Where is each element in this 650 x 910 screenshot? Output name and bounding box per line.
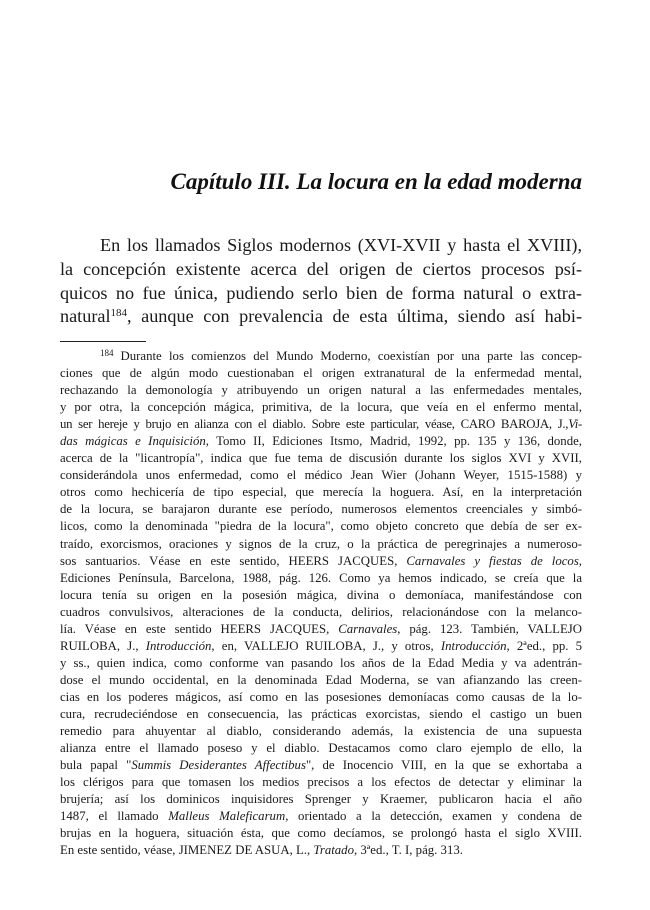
footnote-line: En este sentido, véase, JIMENEZ DE ASUA, L., Tratado, 3ªed., T. I, pág. 313. <box>60 843 463 858</box>
footnote-line: rechazando la demonología y atribuyendo un origen natural a las enfermedades mentales, <box>60 383 582 398</box>
footnote-line: locura tenía su origen en la posesión mágica, divina o demoníaca, manifestándose con <box>60 587 582 602</box>
footnote-line: considerándola unos enfermedad, como el médico Jean Wier (Johann Weyer, 1515-1588) y <box>60 468 582 483</box>
footnote-line: cura, recrudeciéndose en consecuencia, las prácticas exorcistas, siendo el castigo un buen <box>60 706 582 721</box>
footnote-line: de la locura, se barajaron durante ese período, numerosos elementos creenciales y simbó- <box>60 502 582 517</box>
footnote-line: brujas en la hoguera, situación ésta, que como decíamos, se prolongó hasta el siglo XVIII. <box>60 826 582 841</box>
footnote-line: y por otra, la concepción mágica, primitiva, de la locura, que veía en el enfermo mental, <box>60 400 582 415</box>
chapter-title: Capítulo III. La locura en la edad moderna <box>170 169 582 194</box>
footnote-184 <box>60 348 582 859</box>
footnote-line: brujería; así los dominicos inquisidores Sprenger y Kraemer, publicaron hacia el año <box>60 792 582 807</box>
footnote-line: acerca de la "licantropía", indica que fue tema de discusión durante los siglos XVI y XVII, <box>60 451 582 466</box>
body-line: natural$^{184}$, aunque con prevalencia de esta última, siendo así habi- <box>60 306 582 327</box>
footnote-line: 184 Durante los comienzos del Mundo Moderno, coexistían por una parte las concep- <box>100 348 582 363</box>
footnote-line: alianza entre el llamado poseso y el diablo. Destacamos como claro ejemplo de ello, la <box>60 741 582 756</box>
footnote-line: dose el mundo occidental, en la denominada Edad Moderna, se van afianzando las creen- <box>60 672 582 687</box>
footnote-separator <box>60 341 146 342</box>
footnote-line: otros como hechicería de tipo especial, que merecía la hoguera. Así, en la interpretación <box>60 485 582 500</box>
footnote-line: un ser hereje y brujo en alianza con el diablo. Sobre este particular, véase, CARO BAROJA, J.,Vi- <box>60 417 582 432</box>
body-line: la concepción existente acerca del origen de ciertos procesos psí- <box>60 258 582 279</box>
body-line: quicos no fue única, pudiendo serlo bien de forma natural o extra- <box>60 282 582 303</box>
footnote-line: y ss., quien indica, como conforme van pasando los años de la Edad Media y va adentrán- <box>60 655 582 670</box>
footnote-line: RUILOBA, J., Introducción, en, VALLEJO RUILOBA, J., y otros, Introducción, 2ªed., pp. 5 <box>60 638 582 653</box>
footnote-line: sos santuarios. Véase en este sentido, HEERS JACQUES, Carnavales y fiestas de locos, <box>60 553 583 568</box>
footnote-line: bula papal "Summis Desiderantes Affectibus", de Inocencio VIII, en la que se exhortaba a <box>60 758 582 773</box>
footnote-line: remedio para ahuyentar al diablo, considerando además, la existencia de una supuesta <box>60 724 582 739</box>
body-line: En los llamados Siglos modernos (XVI-XVII y hasta el XVIII), <box>100 235 582 255</box>
footnote-line: ciones que de algún modo cuestionaban el origen extranatural de la enfermedad mental, <box>60 366 582 381</box>
footnote-line: cias en los poderes mágicos, así como en las posesiones demoníacas como causas de la lo- <box>60 689 582 704</box>
footnote-line: Ediciones Península, Barcelona, 1988, pág. 126. Como ya hemos indicado, se creía que la <box>60 570 582 585</box>
footnote-line: los clérigos para que tomasen los medios precisos a los efectos de detectar y eliminar la <box>60 775 582 790</box>
footnote-line: cuadros convulsivos, alteraciones de la conducta, delirios, relacionándose con la melanco- <box>60 604 582 619</box>
footnote-line: licos, como la denominada "piedra de la locura", como objeto concreto que debía de ser ex- <box>60 519 582 534</box>
footnote-line: 1487, el llamado Malleus Maleficarum, orientado a la detección, examen y condena de <box>60 809 582 824</box>
footnote-line: das mágicas e Inquisición, Tomo II, Ediciones Itsmo, Madrid, 1992, pp. 135 y 136, donde, <box>60 434 582 449</box>
footnote-reference: 184 <box>110 307 127 320</box>
footnote-line: lía. Véase en este sentido HEERS JACQUES, Carnavales, pág. 123. También, VALLEJO <box>60 621 582 636</box>
body-paragraph <box>60 234 582 329</box>
footnote-line: traído, exorcismos, oraciones y signos de la cruz, o la práctica de peregrinajes a numeroso- <box>60 536 582 551</box>
